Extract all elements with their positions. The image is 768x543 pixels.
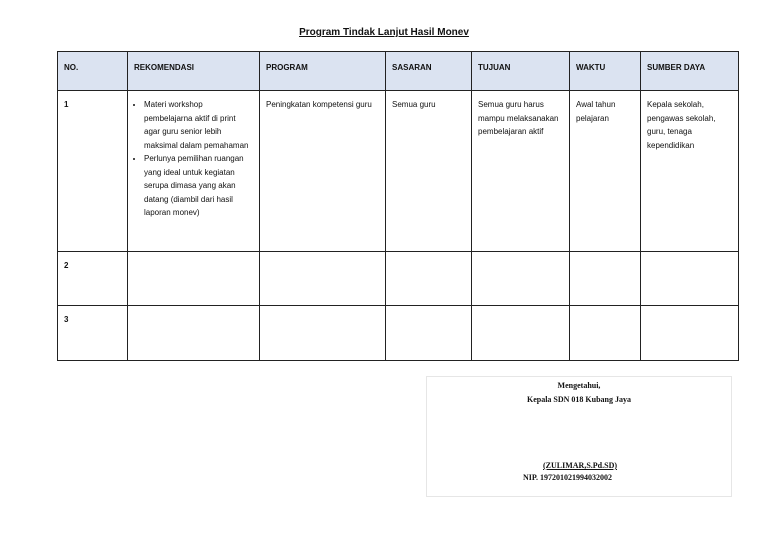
cell-tujuan: Semua guru harus mampu melaksanakan pembelajaran aktif	[472, 91, 570, 252]
cell-empty	[386, 306, 472, 361]
cell-no: 3	[58, 306, 128, 361]
table-row	[58, 252, 739, 306]
header-sumber-daya: SUMBER DAYA	[641, 52, 739, 91]
cell-sumber-daya: Kepala sekolah, pengawas sekolah, guru, tenaga kependidikan	[641, 91, 739, 252]
header-tujuan: TUJUAN	[472, 52, 570, 91]
cell-sasaran: Semua guru	[386, 91, 472, 252]
signature-nip: NIP. 197201021994032002	[523, 473, 613, 482]
signature-position: Kepala SDN 018 Kubang Jaya	[526, 395, 632, 404]
signature-acknowledged: Mengetahui,	[557, 381, 601, 390]
table-row	[58, 91, 739, 252]
document-title: Program Tindak Lanjut Hasil Monev	[299, 27, 469, 38]
cell-empty	[570, 252, 641, 306]
signature-name: (ZULIMAR,S.Pd.SD)	[543, 461, 618, 470]
cell-empty	[570, 306, 641, 361]
header-rekomendasi: REKOMENDASI	[128, 52, 260, 91]
cell-empty	[260, 252, 386, 306]
cell-waktu: Awal tahun pelajaran	[570, 91, 641, 252]
cell-empty	[386, 252, 472, 306]
header-waktu: WAKTU	[570, 52, 641, 91]
rekomendasi-item: • Perlunya pemilihan ruangan yang ideal untuk kegiatan serupa dimasa yang akan datang (diambil dari hasil laporan monev)	[144, 152, 253, 220]
cell-empty	[128, 306, 260, 361]
cell-rekomendasi	[128, 91, 260, 252]
cell-program: Peningkatan kompetensi guru	[260, 91, 386, 252]
signature-block	[426, 376, 732, 497]
cell-empty	[641, 306, 739, 361]
cell-empty	[641, 252, 739, 306]
cell-no: 2	[58, 252, 128, 306]
header-program: PROGRAM	[260, 52, 386, 91]
cell-empty	[472, 306, 570, 361]
table-header-row	[58, 52, 739, 91]
cell-empty	[472, 252, 570, 306]
rekomendasi-item: • Materi workshop pembelajarna aktif di print agar guru senior lebih maksimal dalam pemahaman	[144, 98, 253, 152]
cell-no: 1	[58, 91, 128, 252]
cell-empty	[260, 306, 386, 361]
header-no: NO.	[58, 52, 128, 91]
table-row	[58, 306, 739, 361]
header-sasaran: SASARAN	[386, 52, 472, 91]
program-table	[57, 51, 739, 361]
cell-empty	[128, 252, 260, 306]
